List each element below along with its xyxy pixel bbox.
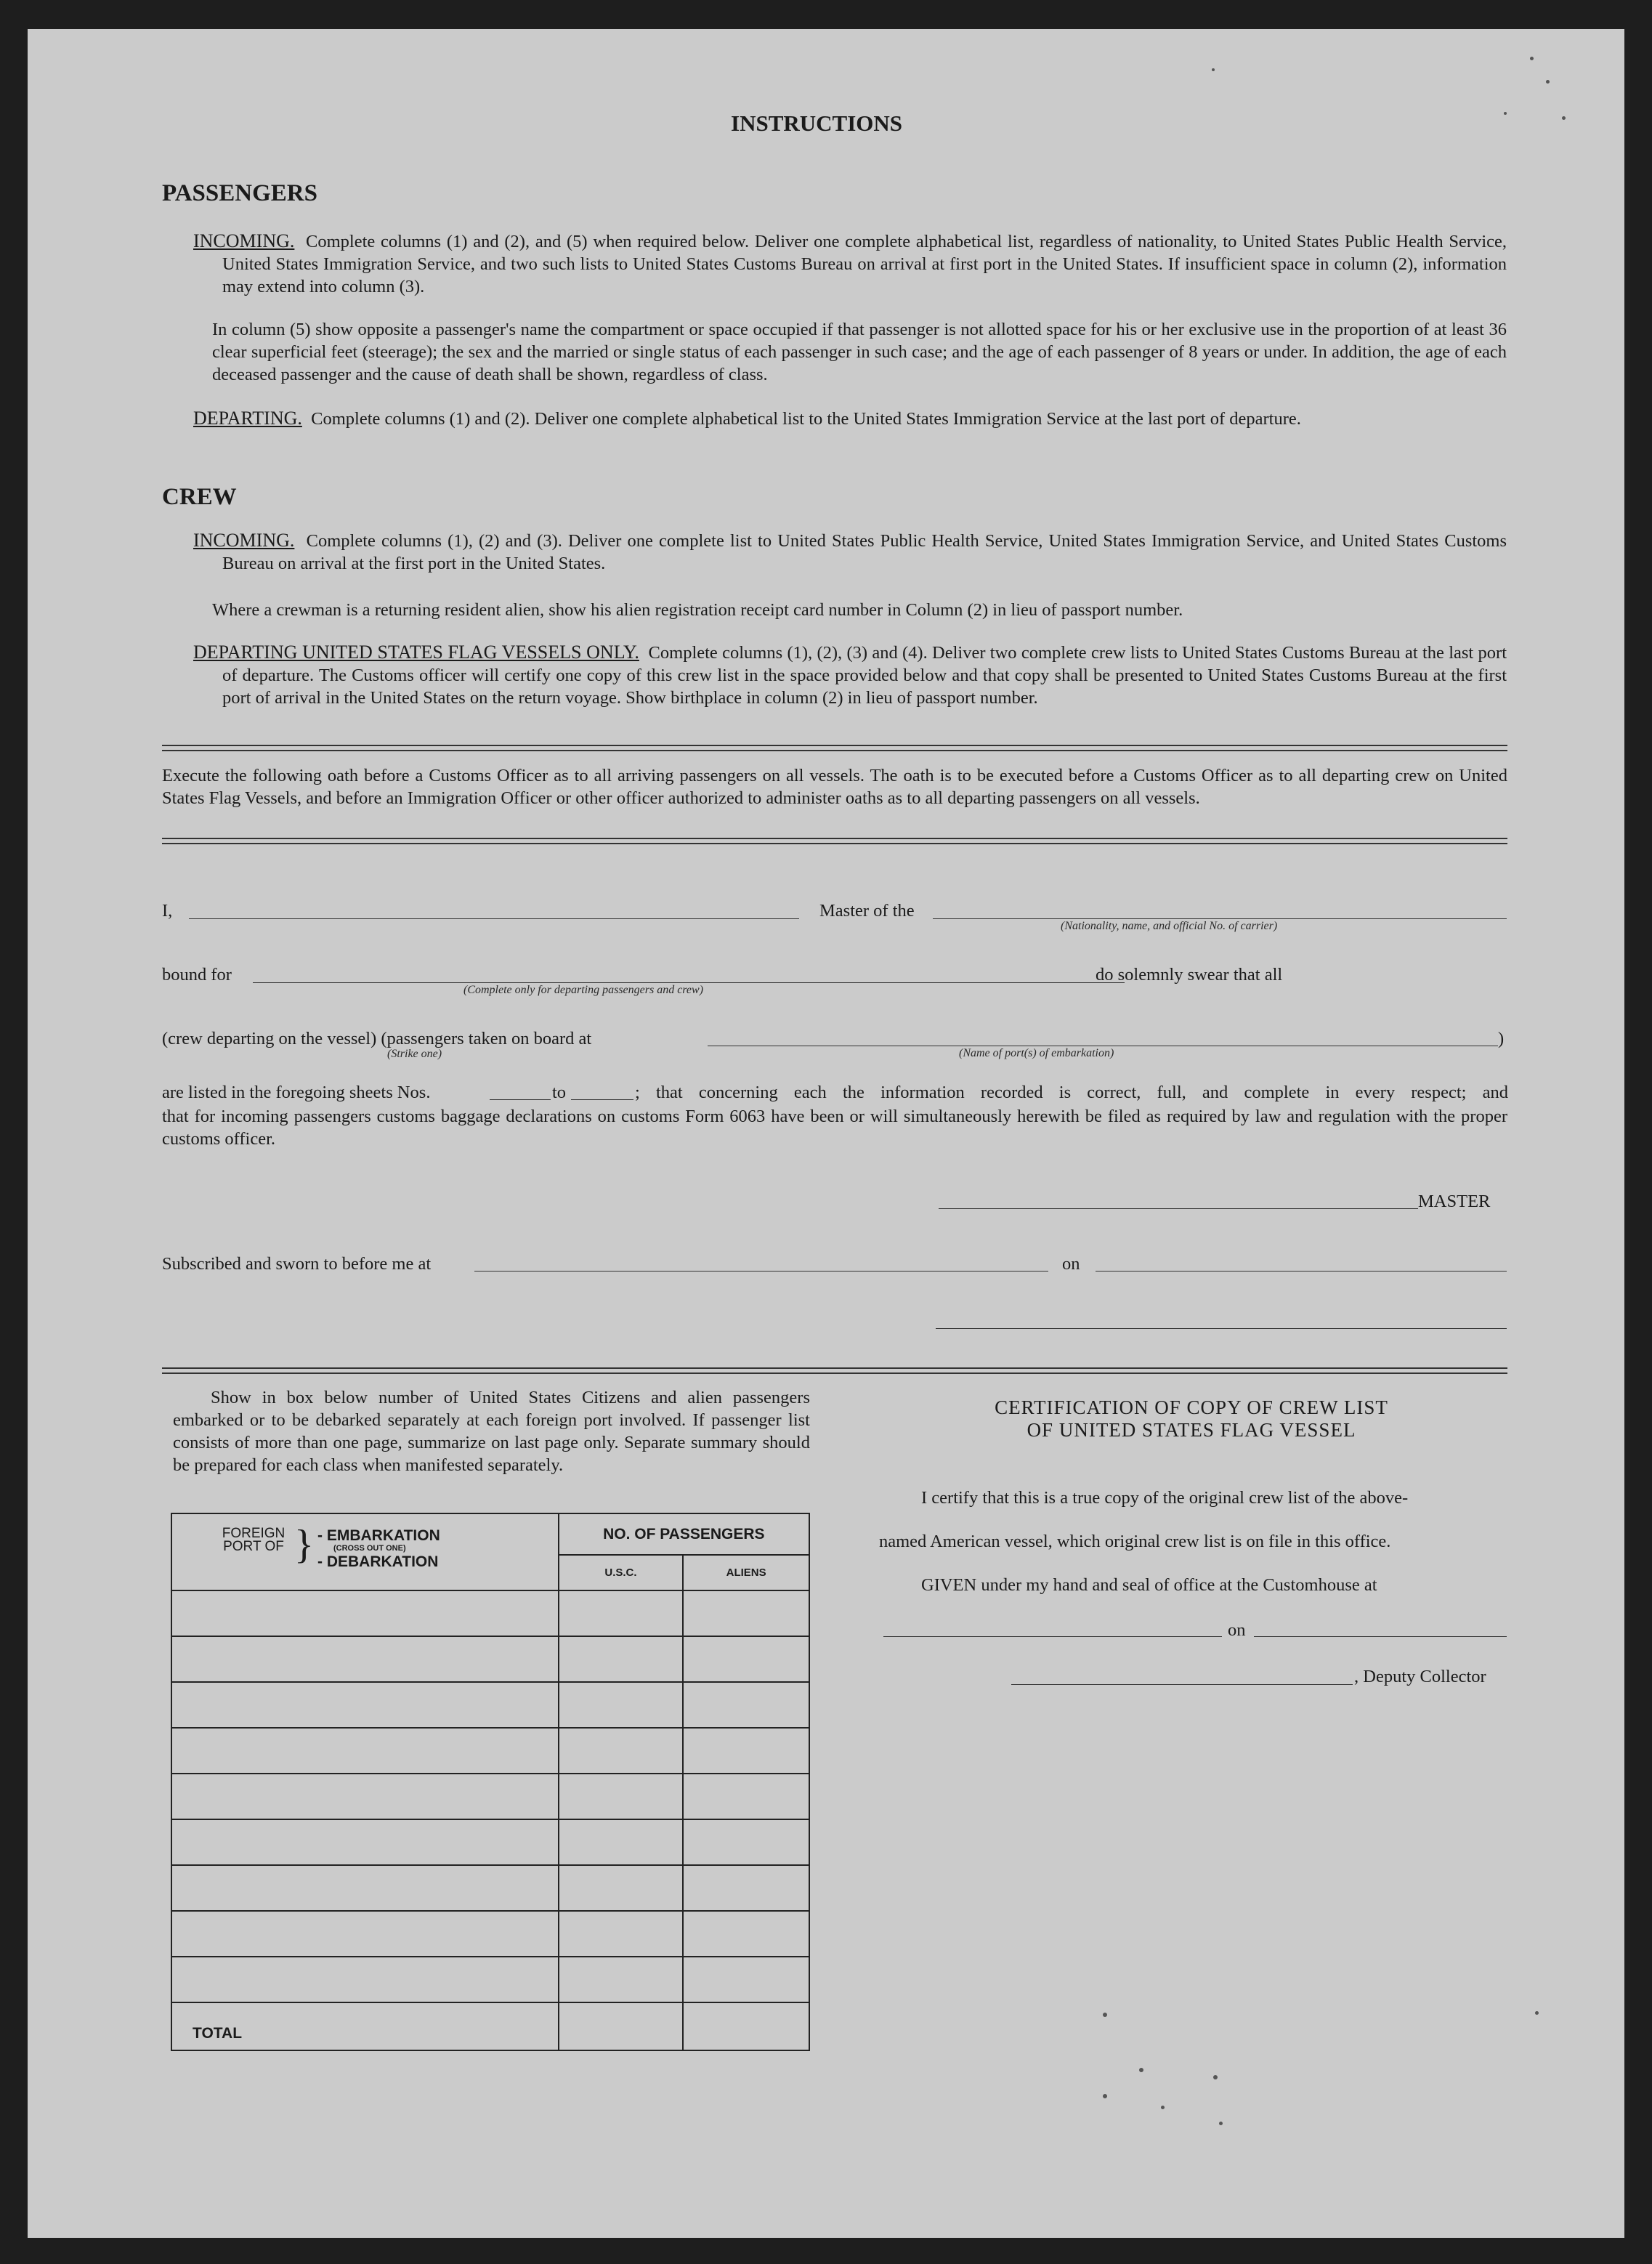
table-row bbox=[171, 1911, 809, 1957]
aliens-header: ALIENS bbox=[683, 1555, 809, 1590]
certification-given: GIVEN under my hand and seal of office at the Customhouse at bbox=[921, 1575, 1377, 1595]
scan-speck bbox=[1103, 2094, 1107, 2098]
scan-speck bbox=[1535, 2011, 1539, 2015]
port-cell[interactable] bbox=[171, 1728, 559, 1774]
port-cell[interactable] bbox=[171, 1911, 559, 1957]
no-of-passengers-header: NO. OF PASSENGERS bbox=[559, 1513, 809, 1555]
nationality-caption: (Nationality, name, and official No. of carrier) bbox=[1061, 920, 1278, 932]
port-cell[interactable] bbox=[171, 1957, 559, 2002]
bound-caption: (Complete only for departing passengers and crew) bbox=[463, 984, 704, 996]
certification-title-line1: CERTIFICATION OF COPY OF CREW LIST bbox=[995, 1396, 1388, 1418]
scan-speck bbox=[1103, 2013, 1107, 2017]
customhouse-field[interactable] bbox=[883, 1636, 1222, 1637]
aliens-cell[interactable] bbox=[683, 1774, 809, 1819]
strike-one-caption: (Strike one) bbox=[387, 1048, 442, 1060]
summary-note: Show in box below number of United States Citizens and alien passengers embarked or to be debarked separately at each foreign port involved. If passenger list consists of more than one page, summarize on last page only. Separate summary should be prepared for each class when manifested separately. bbox=[173, 1388, 810, 1475]
crew-incoming-label: INCOMING. bbox=[193, 530, 295, 551]
usc-cell[interactable] bbox=[559, 1865, 684, 1911]
usc-cell[interactable] bbox=[559, 1636, 684, 1682]
table-row bbox=[171, 1865, 809, 1911]
aliens-cell[interactable] bbox=[683, 1911, 809, 1957]
usc-cell[interactable] bbox=[559, 1682, 684, 1728]
foreign-port-label: FOREIGN PORT OF bbox=[222, 1526, 286, 1554]
port-caption: (Name of port(s) of embarkation) bbox=[959, 1047, 1114, 1059]
crew-heading: CREW bbox=[162, 484, 237, 510]
certification-title bbox=[879, 1396, 1504, 1442]
aliens-total-cell[interactable] bbox=[683, 2002, 809, 2050]
sheet-to-field[interactable] bbox=[571, 1099, 633, 1100]
certification-text-line1: I certify that this is a true copy of the original crew list of the above- bbox=[921, 1488, 1409, 1508]
master-label: MASTER bbox=[1418, 1192, 1491, 1211]
carrier-field[interactable] bbox=[933, 918, 1507, 919]
table-row bbox=[171, 1819, 809, 1865]
crew-departing-text: Complete columns (1), (2), (3) and (4). Deliver two complete crew lists to United States Customs Bureau at the last port of departure. The Customs officer will certify one copy of this crew list in the space provided below and that copy shall be presented to United States Customs Bureau at the first port of arrival in the United States on the return voyage. Show birthplace in column (2) in lieu of passport number. bbox=[222, 643, 1507, 708]
certification-on-label: on bbox=[1228, 1620, 1246, 1640]
to-label: to bbox=[552, 1083, 567, 1102]
master-signature-field[interactable] bbox=[939, 1208, 1418, 1209]
scan-speck bbox=[1161, 2106, 1165, 2109]
deputy-collector-label: , Deputy Collector bbox=[1354, 1667, 1486, 1686]
sworn-date-field[interactable] bbox=[1096, 1271, 1507, 1272]
scan-speck bbox=[1219, 2122, 1223, 2125]
usc-total-cell[interactable] bbox=[559, 2002, 684, 2050]
bound-for-label: bound for bbox=[162, 965, 232, 985]
passengers-incoming-label: INCOMING. bbox=[193, 230, 295, 251]
form-sheet bbox=[28, 29, 1624, 2238]
crew-departing-paragraph bbox=[193, 641, 1507, 709]
usc-cell[interactable] bbox=[559, 1819, 684, 1865]
aliens-cell[interactable] bbox=[683, 1590, 809, 1636]
port-header-cell bbox=[171, 1513, 559, 1590]
oath-intro: Execute the following oath before a Customs Officer as to all arriving passengers on all vessels. The oath is to be executed before a Customs Officer as to all departing crew on United States Flag Vessels, and before an Immigration Officer or other officer authorized to administer oaths as to all departing passengers on all vessels. bbox=[162, 766, 1507, 808]
scan-speck bbox=[1212, 68, 1215, 71]
passengers-column5-paragraph: In column (5) show opposite a passenger's name the compartment or space occupied if that passenger is not allotted space for his or her exclusive use in the proportion of at least 36 clear superficial feet (steerage); the sex and the married or single status of each passenger in such case; and the age of each passenger of 8 years or under. In addition, the age of each deceased passenger and the cause of death shall be shown, regardless of class. bbox=[212, 320, 1507, 384]
usc-cell[interactable] bbox=[559, 1774, 684, 1819]
sworn-on-label: on bbox=[1062, 1254, 1080, 1274]
crew-incoming-paragraph bbox=[193, 529, 1507, 575]
officer-signature-field[interactable] bbox=[936, 1328, 1507, 1329]
sworn-place-field[interactable] bbox=[474, 1271, 1048, 1272]
listed-rest: that for incoming passengers customs baggage declarations on customs Form 6063 have been or will simultaneously herewith be filed as required by law and regulation with the proper customs officer. bbox=[162, 1107, 1507, 1149]
port-cell[interactable] bbox=[171, 1636, 559, 1682]
passengers-departing-paragraph bbox=[193, 407, 1507, 430]
passengers-departing-text: Complete columns (1) and (2). Deliver one complete alphabetical list to the United States Immigration Service at the last port of departure. bbox=[311, 409, 1301, 429]
scan-speck bbox=[1139, 2068, 1143, 2072]
usc-cell[interactable] bbox=[559, 1590, 684, 1636]
listed-prefix: are listed in the foregoing sheets Nos. bbox=[162, 1083, 431, 1102]
port-cell[interactable] bbox=[171, 1865, 559, 1911]
embarkation-label[interactable]: - EMBARKATION bbox=[317, 1527, 440, 1544]
scan-speck bbox=[1546, 80, 1550, 84]
aliens-cell[interactable] bbox=[683, 1682, 809, 1728]
scan-speck bbox=[1504, 112, 1507, 115]
bound-for-field[interactable] bbox=[253, 982, 1125, 983]
scan-speck bbox=[1530, 57, 1534, 60]
table-row bbox=[171, 1774, 809, 1819]
crew-departing-label: DEPARTING UNITED STATES FLAG VESSELS ONLY. bbox=[193, 642, 639, 663]
passenger-summary-table bbox=[171, 1513, 810, 2051]
usc-cell[interactable] bbox=[559, 1911, 684, 1957]
aliens-cell[interactable] bbox=[683, 1957, 809, 2002]
usc-cell[interactable] bbox=[559, 1728, 684, 1774]
port-cell[interactable] bbox=[171, 1682, 559, 1728]
table-row bbox=[171, 1957, 809, 2002]
aliens-cell[interactable] bbox=[683, 1865, 809, 1911]
swear-text: do solemnly swear that all bbox=[1096, 965, 1283, 985]
divider bbox=[162, 745, 1507, 751]
table-row bbox=[171, 1636, 809, 1682]
crew-departing-option[interactable]: (crew departing on the vessel) (passengers taken on board at bbox=[162, 1029, 592, 1048]
oath-i-label: I, bbox=[162, 901, 173, 921]
brace-icon: } bbox=[294, 1522, 314, 1567]
port-cell[interactable] bbox=[171, 1819, 559, 1865]
aliens-cell[interactable] bbox=[683, 1636, 809, 1682]
port-cell[interactable] bbox=[171, 1590, 559, 1636]
scan-speck bbox=[1562, 116, 1566, 120]
debarkation-label[interactable]: - DEBARKATION bbox=[317, 1553, 439, 1570]
table-row bbox=[171, 1590, 809, 1636]
sheet-from-field[interactable] bbox=[490, 1099, 551, 1100]
subscribed-label: Subscribed and sworn to before me at bbox=[162, 1254, 432, 1274]
cross-out-label: (CROSS OUT ONE) bbox=[333, 1544, 406, 1553]
usc-header: U.S.C. bbox=[559, 1555, 684, 1590]
port-cell[interactable] bbox=[171, 1774, 559, 1819]
passengers-departing-label: DEPARTING. bbox=[193, 408, 302, 429]
master-of-the-label: Master of the bbox=[819, 901, 915, 921]
close-paren: ) bbox=[1498, 1029, 1505, 1048]
crew-incoming-text: Complete columns (1), (2) and (3). Deliver one complete list to United States Public Health Service, United States Immigration Service, and United States Customs Bureau on arrival at the first port in the United States. bbox=[222, 531, 1507, 573]
total-label: TOTAL bbox=[171, 2002, 559, 2050]
certification-title-line2: OF UNITED STATES FLAG VESSEL bbox=[1027, 1419, 1356, 1441]
instructions-title: INSTRUCTIONS bbox=[731, 110, 903, 136]
table-row bbox=[171, 1728, 809, 1774]
passengers-heading: PASSENGERS bbox=[162, 180, 317, 206]
crew-resident-paragraph: Where a crewman is a returning resident alien, show his alien registration receipt card number in Column (2) in lieu of passport number. bbox=[212, 600, 1183, 620]
master-name-field[interactable] bbox=[189, 918, 799, 919]
aliens-cell[interactable] bbox=[683, 1819, 809, 1865]
scan-speck bbox=[1213, 2075, 1218, 2079]
divider bbox=[162, 838, 1507, 844]
aliens-cell[interactable] bbox=[683, 1728, 809, 1774]
certification-date-field[interactable] bbox=[1254, 1636, 1507, 1637]
usc-cell[interactable] bbox=[559, 1957, 684, 2002]
table-row bbox=[171, 1682, 809, 1728]
listed-rest-line1: ; that concerning each the information recorded is correct, full, and complete in every respect; and bbox=[635, 1083, 1508, 1102]
certification-text-line2: named American vessel, which original crew list is on file in this office. bbox=[879, 1532, 1391, 1551]
passengers-incoming-paragraph bbox=[193, 230, 1507, 298]
total-row bbox=[171, 2002, 809, 2050]
deputy-collector-signature-field[interactable] bbox=[1011, 1684, 1353, 1685]
passengers-incoming-text: Complete columns (1) and (2), and (5) when required below. Deliver one complete alphabetical list, regardless of nationality, to United States Public Health Service, United States Immigration Service, and two such lists to United States Customs Bureau on arrival at first port in the United States. If insufficient space in column (2), information may extend into column (3). bbox=[222, 232, 1507, 296]
divider bbox=[162, 1367, 1507, 1374]
